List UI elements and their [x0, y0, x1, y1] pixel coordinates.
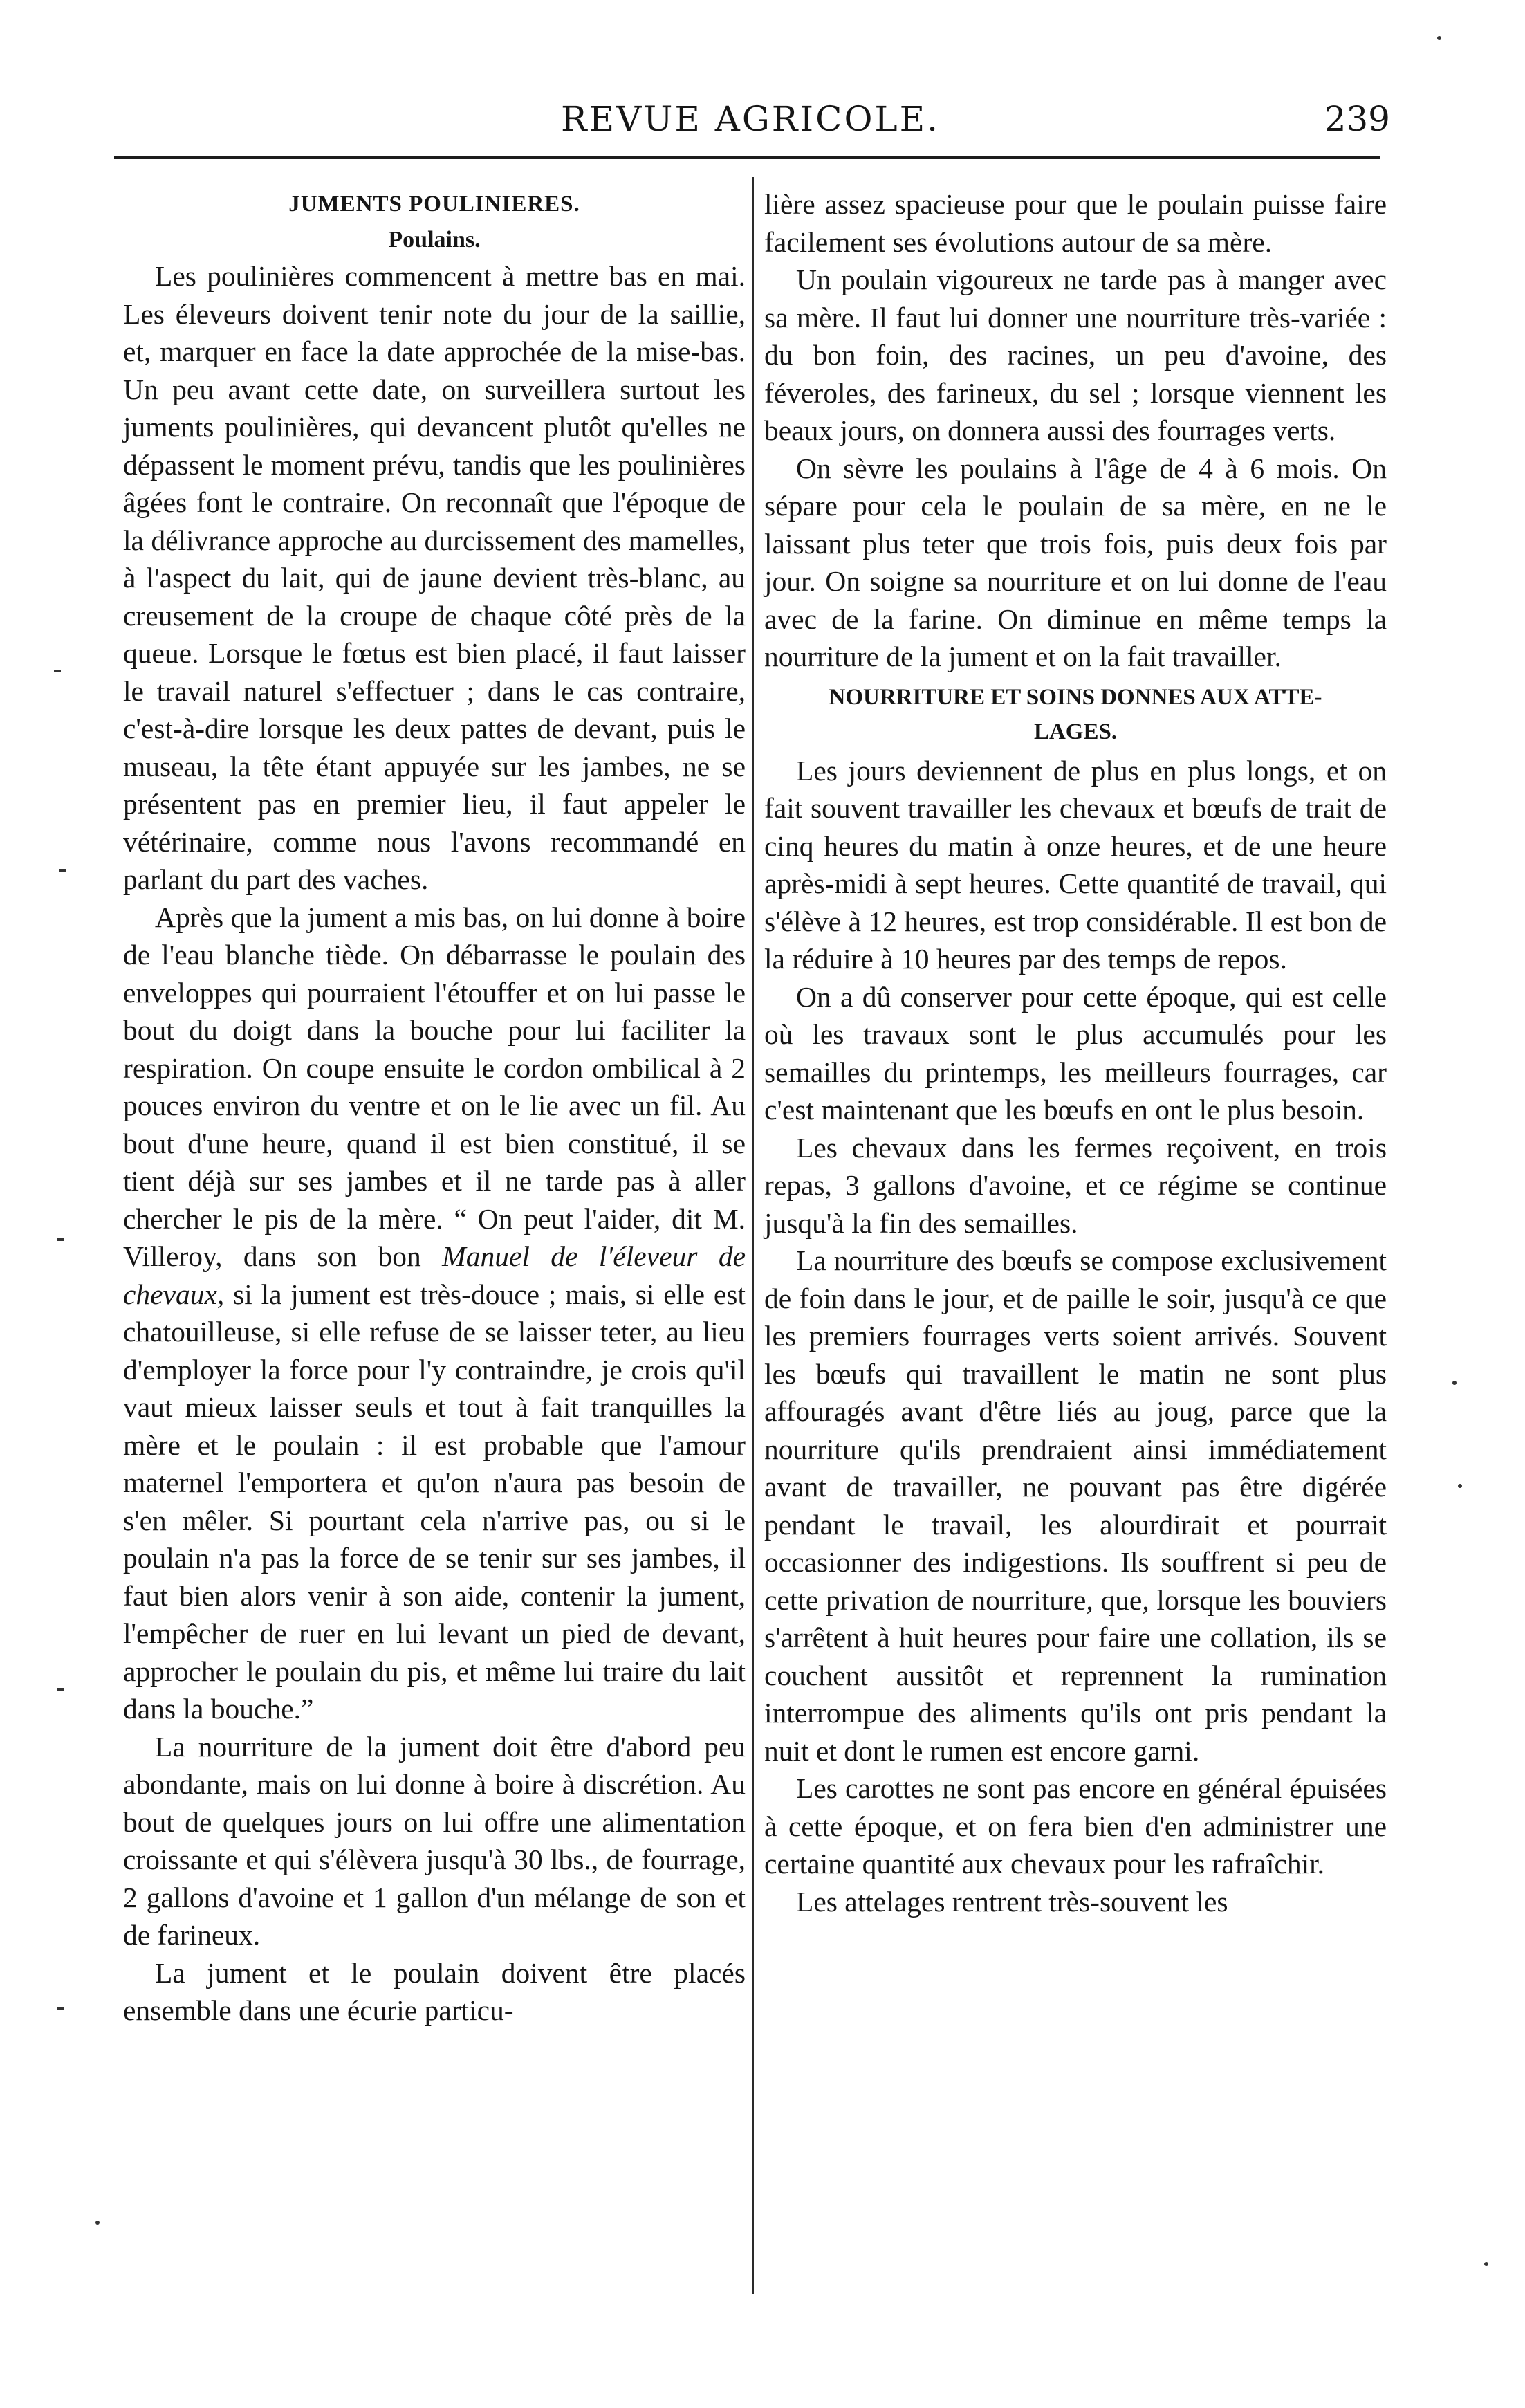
margin-dot — [95, 2221, 100, 2225]
margin-dot — [1437, 36, 1441, 40]
paragraph: La jument et le poulain doivent être placés ensemble dans une écurie particu- — [123, 1956, 746, 2026]
margin-mark — [57, 2007, 64, 2010]
section-subheading: Poulains. — [388, 227, 481, 252]
right-column — [764, 185, 1387, 1920]
section-heading — [764, 680, 1387, 749]
margin-dot — [1484, 2262, 1488, 2266]
paragraph-text: si la jument est très-douce ; mais, si elle est chatouilleuse, si elle refuse de se laisser teter, au lieu d'employer la force pour l'y contraindre, je crois qu'il vaut mieux laisser seuls et tout à fait tranquilles la mère et le poulain : il est probable que l'amour maternel l'emportera et qu'on n'aura pas besoin de s'en mêler. Si pourtant cela n'arrive pas, ou si le poulain n'a pas la force de se tenir sur ses jambes, il faut bien alors venir à son aide, contenir la jument, l'empêcher de ruer en lui levant un pied de devant, approcher le poulain du pis, et même lui traire du lait dans la bouche.” — [123, 1278, 746, 1725]
section-heading-line: NOURRITURE ET SOINS DONNES AUX ATTE- — [829, 684, 1322, 710]
margin-dot — [1452, 1381, 1457, 1385]
paragraph: Les jours deviennent de plus en plus longs, et on fait souvent travailler les chevaux et bœufs de trait de cinq heures du matin à onze heures, et de une heure après-midi à sept heures. Cette quantité de travail, qui s'élève à 12 heures, est trop considérable. Il est bon de la réduire à 10 heures par des temps de repos. — [764, 754, 1387, 975]
margin-mark — [59, 869, 66, 872]
header-rule — [114, 156, 1380, 159]
margin-mark — [54, 670, 61, 672]
paragraph: lière assez spacieuse pour que le poulain puisse faire facilement ses évolutions autour de sa mère. — [764, 188, 1387, 258]
section-heading: JUMENTS POULINIERES. — [288, 192, 580, 217]
running-title: REVUE AGRICOLE. — [560, 99, 941, 139]
margin-dot — [1458, 1484, 1462, 1488]
margin-mark — [57, 1238, 64, 1241]
paragraph: Les carottes ne sont pas encore en général épuisées à cette époque, et on fera bien d'en administrer une certaine quantité aux chevaux pour les rafraîchir. — [764, 1772, 1387, 1879]
book-title: Manuel de l'éleveur de chevaux, — [123, 1240, 746, 1310]
paragraph: Les attelages rentrent très-souvent les — [796, 1885, 1228, 1918]
paragraph-text: Après que la jument a mis bas, on lui donne à boire de l'eau blanche tiède. On débarrasse le poulain des enveloppes qui pourraient l'étouffer et on lui passe le bout du doigt dans la bouche pour lui faciliter la respiration. On coupe ensuite le cordon ombilical à 2 pouces environ du ventre et on le lie avec un fil. Au bout d'une heure, quand il est bien constitué, il se tient déjà sur ses jambes et il ne tarde pas à aller chercher le pis de la mère. “ On peut l'aider, dit M. Villeroy, dans son bon — [123, 901, 746, 1272]
page-header — [111, 91, 1390, 147]
column-divider — [752, 177, 754, 2294]
paragraph: Un poulain vigoureux ne tarde pas à manger avec sa mère. Il faut lui donner une nourriture très-variée : du bon foin, des racines, un peu d'avoine, des féveroles, des farineux, du sel ; lorsque viennent les beaux jours, on donnera aussi des fourrages verts. — [764, 264, 1387, 446]
paragraph: La nourriture de la jument doit être d'abord peu abondante, mais on lui donne à boire à discrétion. Au bout de quelques jours on lui offre une alimentation croissante et qui s'élèvera jusqu'à 30 lbs., de fourrage, 2 gallons d'avoine et 1 gallon d'un mélange de son et de farineux. — [123, 1730, 746, 1951]
paragraph: Les chevaux dans les fermes reçoivent, en trois repas, 3 gallons d'avoine, et ce régime se continue jusqu'à la fin des semailles. — [764, 1131, 1387, 1239]
paragraph: La nourriture des bœufs se compose exclusivement de foin dans le jour, et de paille le soir, jusqu'à ce que les premiers fourrages verts soient arrivés. Souvent les bœufs qui travaillent le matin ne sont plus affouragés avant d'être liés au joug, parce que la nourriture qu'ils prendraient ainsi immédiatement avant de travailler, ne pouvant pas être digérée pendant le travail, les alourdirait et pourrait occasionner des indigestions. Ils souffrent si peu de cette privation de nourriture, que, lorsque les bouviers s'arrêtent à huit heures pour faire une collation, ils se couchent aussitôt et reprennent la rumination interrompue des aliments qu'ils ont pris pendant la nuit et dont le rumen est encore garni. — [764, 1244, 1387, 1767]
left-column — [123, 185, 746, 2030]
paragraph: On a dû conserver pour cette époque, qui est celle où les travaux sont le plus accumulés pour les semailles du printemps, les meilleurs fourrages, car c'est maintenant que les bœufs en ont le plus besoin. — [764, 980, 1387, 1125]
paragraph: Les poulinières commencent à mettre bas en mai. Les éleveurs doivent tenir note du jour de la saillie, et, marquer en face la date approchée de la mise-bas. Un peu avant cette date, on surveillera surtout les juments poulinières, qui devancent plutôt qu'elles ne dépassent le moment prévu, tandis que les poulinières âgées font le contraire. On reconnaît que l'époque de la délivrance approche au durcissement des mamelles, à l'aspect du lait, qui de jaune devient très-blanc, au creusement de la croupe de chaque côté près de la queue. Lorsque le fœtus est bien placé, il faut laisser le travail naturel s'effectuer ; dans le cas contraire, c'est-à-dire lorsque les deux pattes de devant, puis le museau, la tête étant appuyée sur les jambes, ne se présentent pas en premier lieu, il faut appeler le vétérinaire, comme nous l'avons recommandé en parlant du part des vaches. — [123, 260, 746, 895]
page-number: 239 — [1324, 99, 1390, 139]
margin-mark — [57, 1688, 64, 1691]
paragraph — [123, 899, 746, 1728]
section-heading-line: LAGES. — [1033, 719, 1118, 744]
paragraph: On sèvre les poulains à l'âge de 4 à 6 mois. On sépare pour cela le poulain de sa mère, en ne le laissant plus teter que trois fois, puis deux fois par jour. On soigne sa nourriture et on lui donne de l'eau avec de la farine. On diminue en même temps la nourriture de la jument et on la fait travailler. — [764, 452, 1387, 672]
